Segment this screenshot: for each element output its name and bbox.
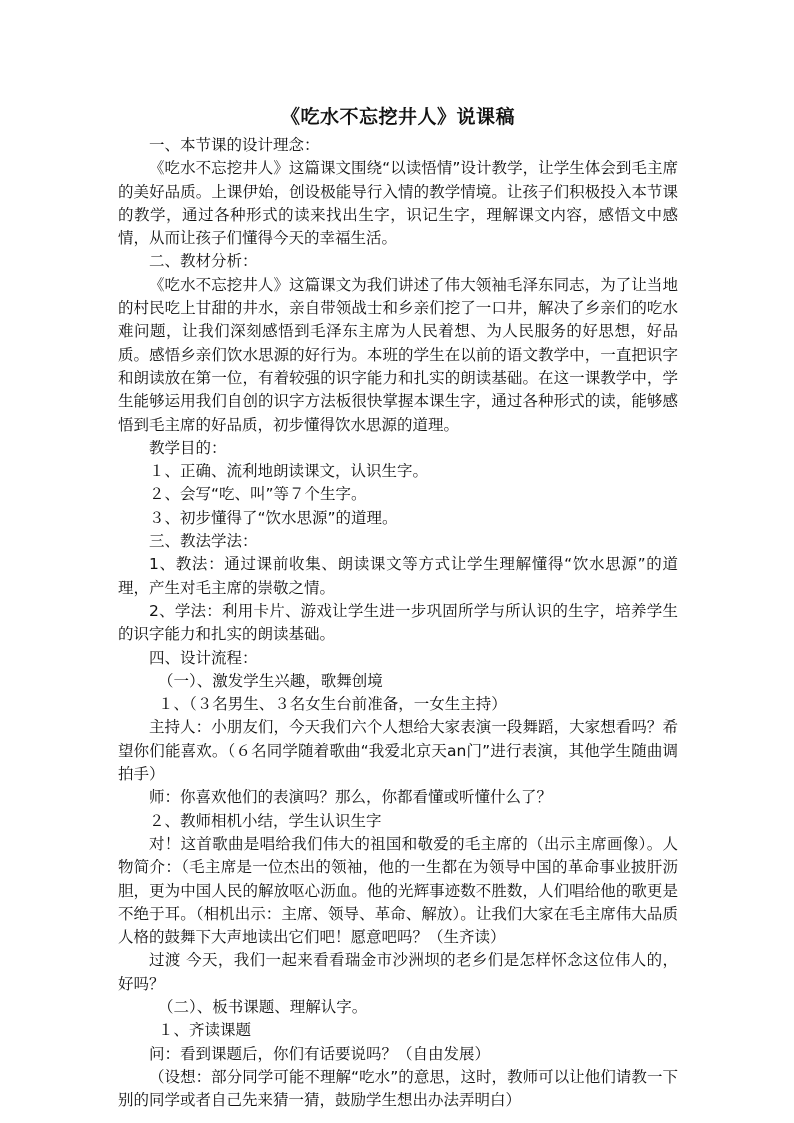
section-heading-material-analysis: 二、教材分析： — [149, 252, 258, 271]
paragraph-host-intro: 主持人：小朋友们，今天我们六个人想给大家表演一段舞蹈，大家想看吗？希望你们能喜欢。（６名同学随着歌曲“我爱北京天an门”进行表演，其他学生随曲调拍手） — [118, 718, 678, 784]
document-title: 《吃水不忘挖井人》说课稿 — [280, 106, 515, 128]
teaching-goals-heading: 教学目的： — [149, 438, 227, 457]
paragraph-chairman-intro: 对！这首歌曲是唱给我们伟大的祖国和敬爱的毛主席的（出示主席画像）。人物简介：（毛主席是一位杰出的领袖，他的一生都在为领导中国的革命事业披肝沥胆，更为中国人民的解放呕心沥血。他的光辉事迹数不胜数，人们唱给他的歌更是不绝于耳。（相机出示：主席、领导、革命、解放）。让我们大家在毛主席伟大品质人格的鼓舞下大声地读出它们吧！愿意吧吗？（生齐读） — [118, 834, 678, 947]
teaching-goal-item: ２、会写“吃、叫”等７个生字。 — [149, 485, 367, 504]
teaching-goal-item: ３、初步懂得了“饮水思源”的道理。 — [149, 508, 398, 527]
section-heading-design-concept: 一、本节课的设计理念： — [149, 136, 320, 154]
flow-step: ２、教师相机小结，学生认识生字 — [149, 811, 382, 830]
paragraph-learning-method: 2、学法：利用卡片、游戏让学生进一步巩固所学与所认识的生字，培养学生的识字能力和扎实的朗读基础。 — [118, 601, 678, 644]
flow-step: １、（３名男生、３名女生台前准备，一女生主持） — [158, 695, 507, 714]
section-heading-design-flow: 四、设计流程： — [149, 648, 258, 667]
paragraph-teacher-question: 师：你喜欢他们的表演吗？那么，你都看懂或听懂什么了？ — [149, 788, 553, 807]
subsection-heading: （一）、激发学生兴趣，歌舞创境 — [158, 671, 383, 690]
paragraph-assumption: （设想：部分同学可能不理解“吃水”的意思，这时，教师可以让他们请教一下别的同学或者自己先来猜一猜，鼓励学生想出办法弄明白） — [118, 1067, 678, 1110]
paragraph-teaching-method: 1、教法：通过课前收集、朗读课文等方式让学生理解懂得“饮水思源”的道理，产生对毛主席的崇敬之情。 — [118, 555, 678, 597]
teaching-goal-item: １、正确、流利地朗读课文，认识生字。 — [149, 462, 429, 481]
flow-step: １、齐读课题 — [158, 1021, 252, 1040]
paragraph-design-concept: 《吃水不忘挖井人》这篇课文围绕“以读悟情”设计教学，让学生体会到毛主席的美好品质。上课伊始，创设极能导行入情的教学情境。让孩子们积极投入本节课的教学，通过各种形式的读来找出生字，识记生字，理解课文内容，感悟文中感情，从而让孩子们懂得今天的幸福生活。 — [118, 159, 678, 248]
subsection-heading: （二）、板书课题、理解认字。 — [158, 997, 368, 1016]
paragraph-material-analysis: 《吃水不忘挖井人》这篇课文为我们讲述了伟大领袖毛泽东同志，为了让当地的村民吃上甘甜的井水，亲自带领战士和乡亲们挖了一口井，解决了乡亲们的吃水难问题，让我们深刻感悟到毛泽东主席为人民着想、为人民服务的好思想，好品质。感悟乡亲们饮水思源的好行为。本班的学生在以前的语文教学中，一直把识字和朗读放在第一位，有着较强的识字能力和扎实的朗读基础。在这一课教学中，学生能够运用我们自创的识字方法板很快掌握本课生字，通过各种形式的读，能够感悟到毛主席的好品质，初步懂得饮水思源的道理。 — [118, 275, 678, 434]
section-heading-methods: 三、教法学法： — [149, 532, 258, 551]
document-page — [118, 102, 678, 1112]
paragraph-question: 问：看到课题后，你们有话要说吗？（自由发展） — [149, 1044, 491, 1063]
paragraph-transition: 过渡 今天，我们一起来看看瑞金市沙洲坝的老乡们是怎样怀念这位伟人的，好吗？ — [118, 951, 678, 993]
